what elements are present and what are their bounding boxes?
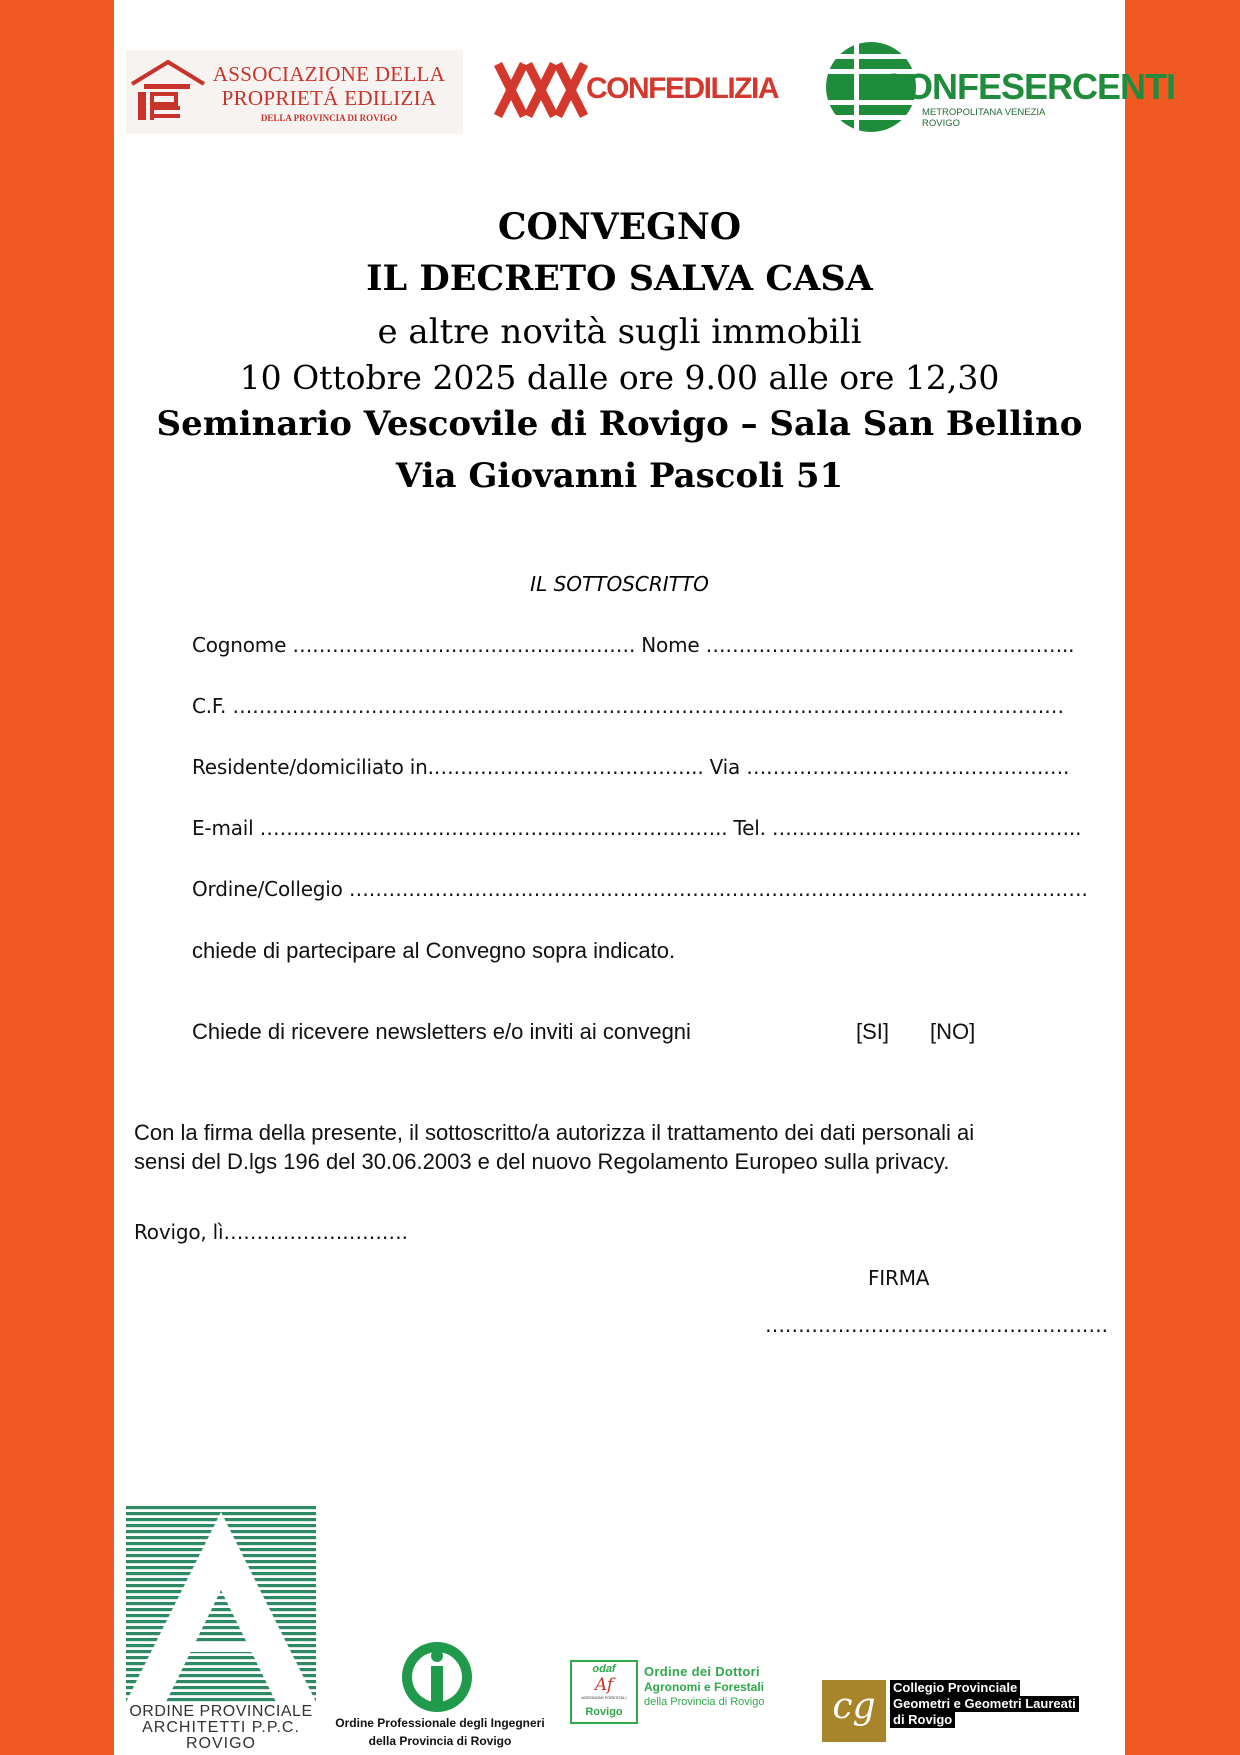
email-tel-field[interactable]: E-mail …………………………………………………………….. Tel. ……………………………………….. bbox=[192, 816, 1082, 840]
signature-label: FIRMA bbox=[868, 1266, 930, 1290]
agronomi-line1: Ordine dei Dottori bbox=[644, 1664, 760, 1679]
event-date: 10 Ottobre 2025 dalle ore 9.00 alle ore 12,30 bbox=[239, 358, 1000, 397]
newsletter-option-no[interactable]: [NO] bbox=[930, 1019, 976, 1044]
architetti-line3: ROVIGO bbox=[185, 1735, 256, 1752]
event-venue: Seminario Vescovile di Rovigo – Sala San Bellino bbox=[156, 404, 1083, 444]
participation-request: chiede di partecipare al Convegno sopra indicato. bbox=[192, 938, 676, 963]
ape-line3: DELLA PROVINCIA DI ROVIGO bbox=[260, 113, 398, 123]
form-heading: IL SOTTOSCRITTO bbox=[530, 572, 709, 596]
newsletter-label: Chiede di ricevere newsletters e/o inviti ai convegni bbox=[192, 1019, 691, 1044]
cognome-nome-field[interactable]: Cognome ……………………………………………. Nome ……………………………………………….. bbox=[192, 633, 1075, 657]
architetti-logo bbox=[126, 1506, 316, 1752]
geometri-mark: cg bbox=[832, 1686, 876, 1727]
privacy-line-2: sensi del D.lgs 196 del 30.06.2003 e del nuovo Regolamento Europeo sulla privacy. bbox=[134, 1149, 950, 1174]
ape-logo bbox=[126, 50, 463, 134]
confesercenti-logo bbox=[824, 40, 1176, 135]
geometri-mark-box bbox=[822, 1680, 886, 1742]
event-address: Via Giovanni Pascoli 51 bbox=[395, 456, 844, 496]
ingegneri-line1: Ordine Professionale degli Ingegneri bbox=[335, 1716, 545, 1730]
ape-line1: ASSOCIAZIONE DELLA bbox=[212, 62, 446, 86]
confesercenti-subtitle: METROPOLITANA VENEZIA ROVIGO bbox=[922, 107, 1045, 129]
agronomi-badge-bottom: Rovigo bbox=[585, 1706, 623, 1718]
ordine-collegio-field[interactable]: Ordine/Collegio …………………………………………………………………………………………………. bbox=[192, 877, 1088, 901]
residenza-via-field[interactable]: Residente/domiciliato in.………………………………….. Via …………………………………………. bbox=[192, 755, 1070, 779]
agronomi-badge bbox=[570, 1660, 638, 1724]
event-title-convegno: CONVEGNO bbox=[497, 206, 742, 248]
ape-house-icon bbox=[128, 58, 208, 124]
agronomi-badge-top: odaf bbox=[592, 1663, 616, 1675]
confedilizia-logo bbox=[494, 58, 778, 124]
geometri-line3: di Rovigo bbox=[890, 1712, 955, 1728]
signature-line[interactable]: ……………………………………………. bbox=[765, 1313, 1108, 1337]
geometri-line2: Geometri e Geometri Laureati bbox=[890, 1696, 1079, 1712]
agronomi-line2: Agronomi e Forestali bbox=[644, 1680, 765, 1694]
agronomi-logo bbox=[570, 1660, 780, 1722]
event-title-main: IL DECRETO SALVA CASA bbox=[366, 258, 873, 299]
event-subtitle: e altre novità sugli immobili bbox=[377, 312, 862, 352]
confedilizia-name: CONFEDILIZIA bbox=[586, 72, 778, 105]
geometri-line1: Collegio Provinciale bbox=[890, 1680, 1020, 1696]
architetti-a-icon bbox=[126, 1506, 316, 1702]
geometri-logo bbox=[822, 1680, 1118, 1744]
cf-field[interactable]: C.F. ……………………………………………………………………………………………………………… bbox=[192, 694, 1064, 718]
architetti-line2: ARCHITETTI P.P.C. bbox=[142, 1719, 300, 1736]
agronomi-line3: della Provincia di Rovigo bbox=[644, 1696, 765, 1708]
agronomi-badge-mark: Af bbox=[594, 1675, 614, 1695]
document-page bbox=[114, 0, 1176, 1755]
architetti-line1: ORDINE PROVINCIALE bbox=[129, 1703, 313, 1720]
ingegneri-i-icon bbox=[400, 1640, 474, 1714]
left-orange-band bbox=[0, 0, 114, 1755]
ape-line2: PROPRIETÁ EDILIZIA bbox=[221, 86, 437, 110]
right-orange-band bbox=[1125, 0, 1240, 1755]
privacy-line-1: Con la firma della presente, il sottoscritto/a autorizza il trattamento dei dati personali ai bbox=[134, 1120, 975, 1145]
ingegneri-logo bbox=[320, 1640, 560, 1748]
place-date-field[interactable]: Rovigo, lì………………………. bbox=[134, 1220, 408, 1244]
newsletter-option-si[interactable]: [SI] bbox=[856, 1019, 890, 1044]
agronomi-badge-small: AGRONOMI FORESTALI bbox=[581, 1695, 627, 1700]
ingegneri-line2: della Provincia di Rovigo bbox=[368, 1734, 512, 1748]
confesercenti-name: CONFESERCENTI bbox=[880, 66, 1176, 107]
